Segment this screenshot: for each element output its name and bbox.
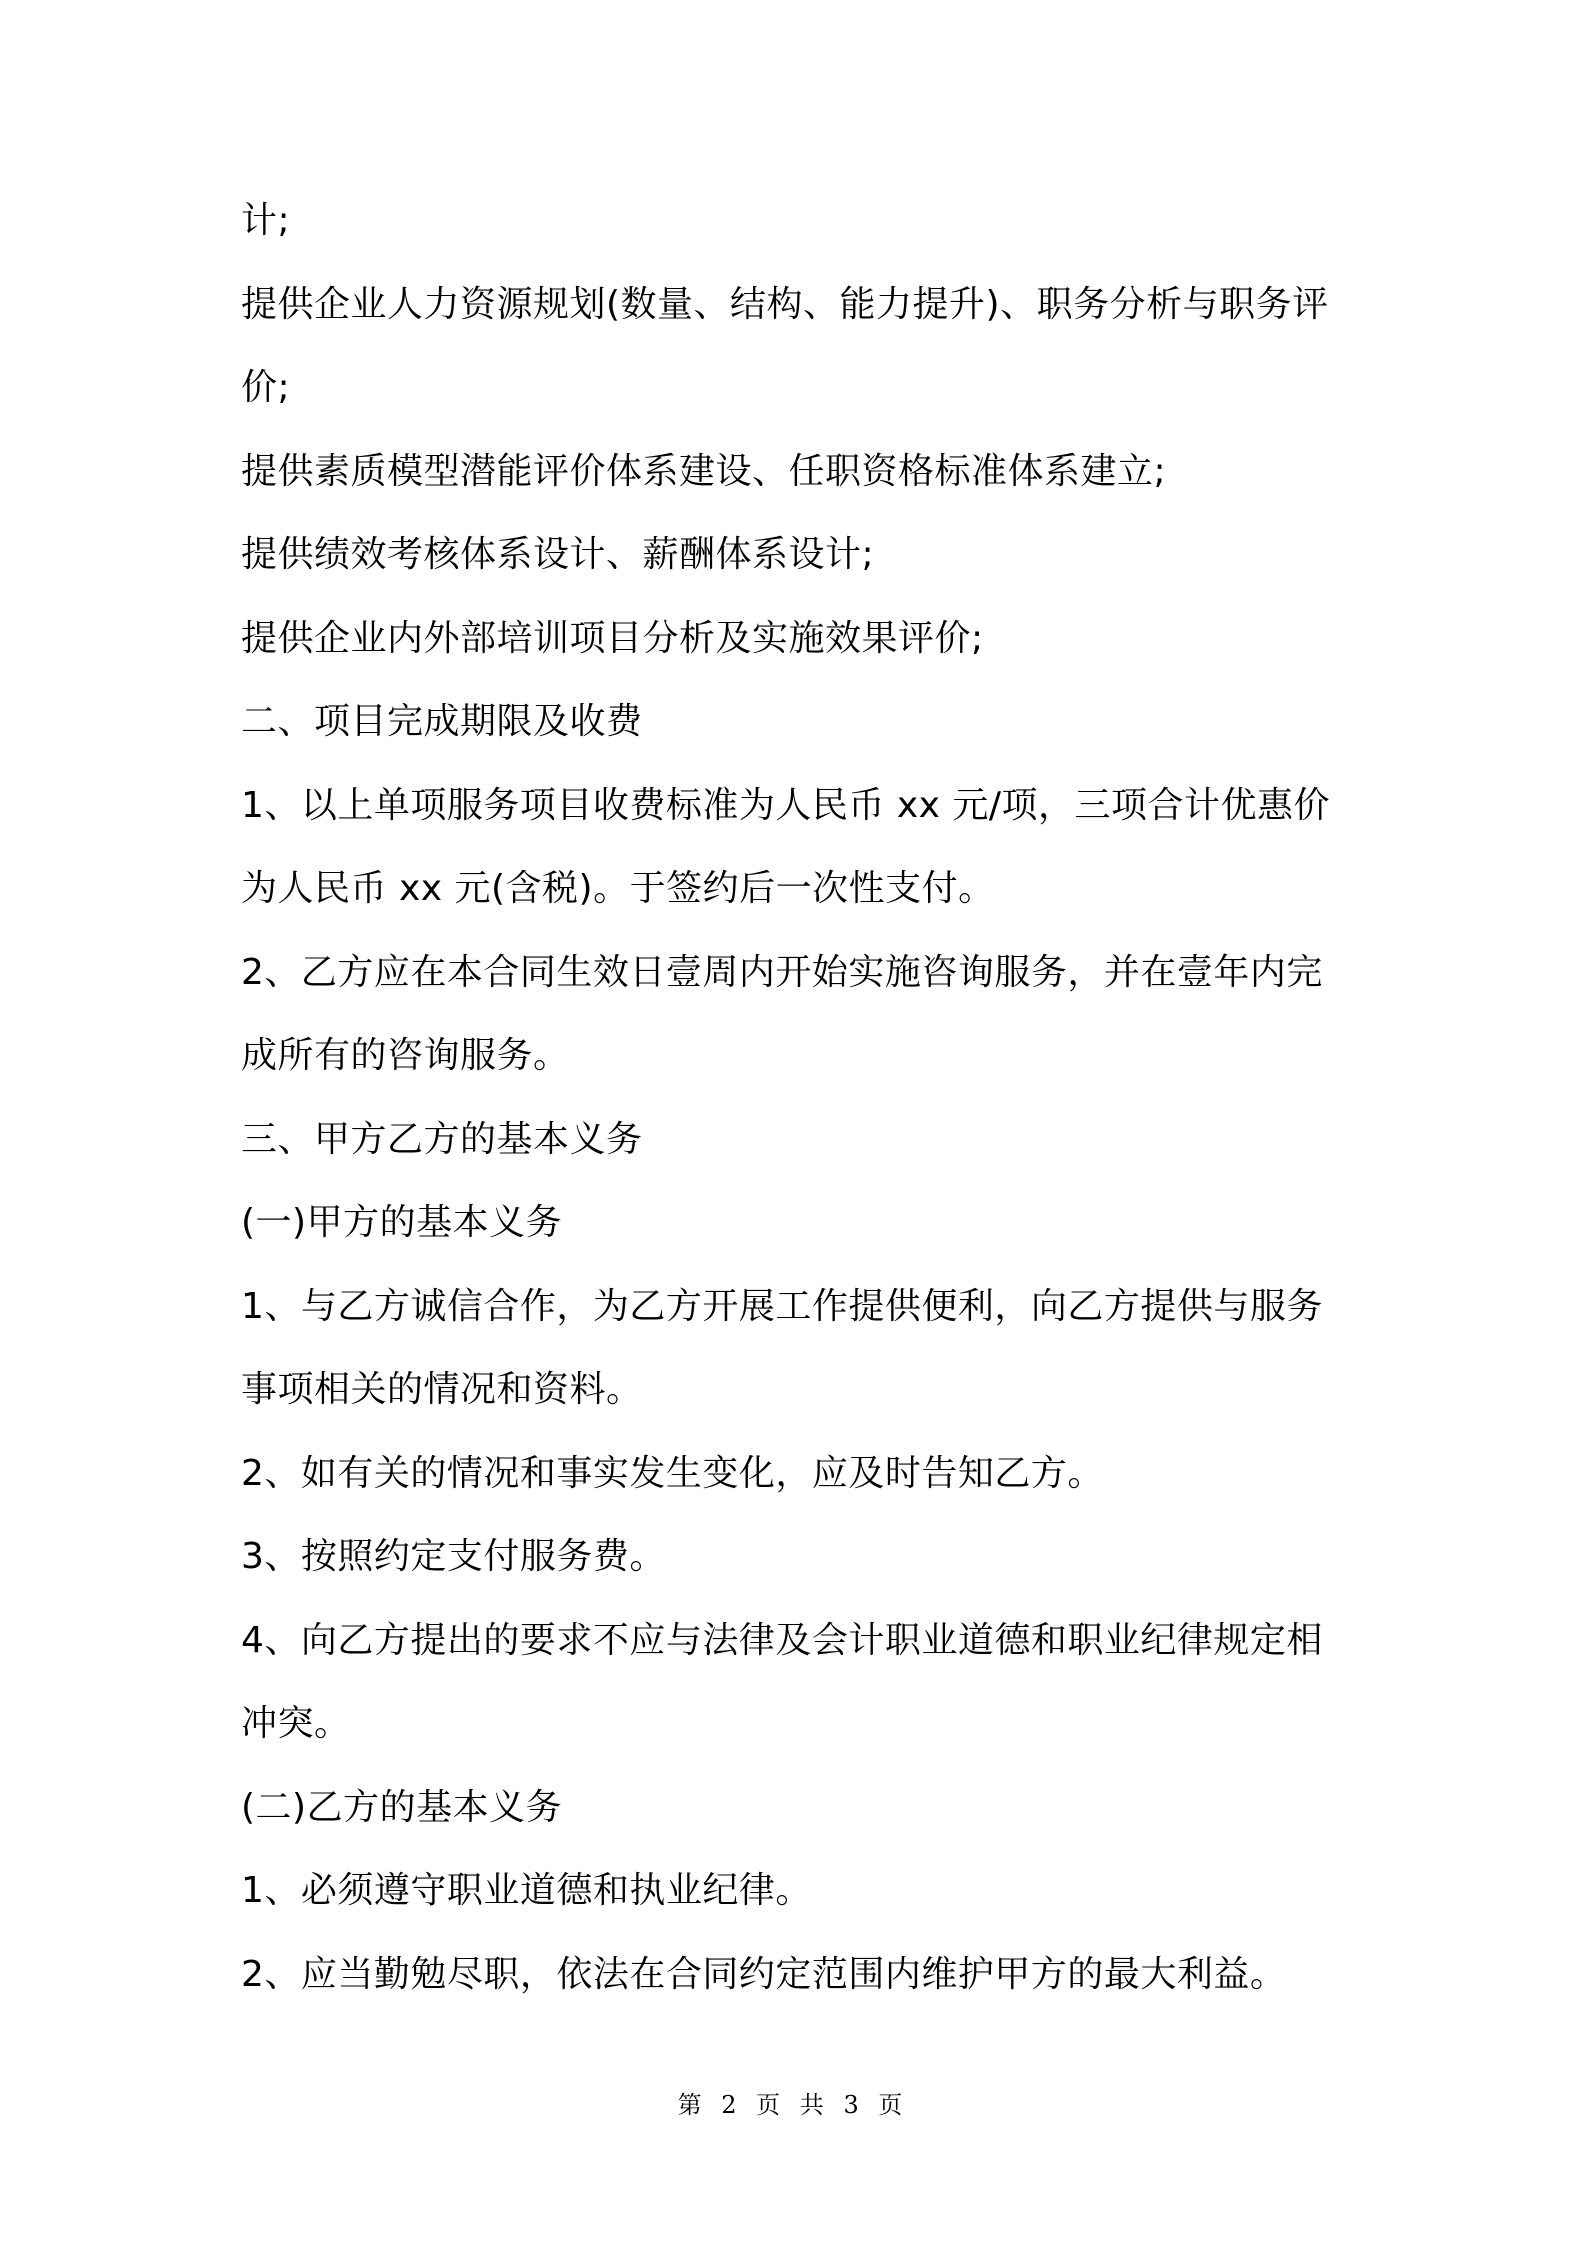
section-heading: 二、项目完成期限及收费 xyxy=(241,701,643,742)
subsection-heading: (二)乙方的基本义务 xyxy=(241,1786,563,1828)
text-line: 成所有的咨询服务。 xyxy=(241,1035,570,1076)
text-line: 2、如有关的情况和事实发生变化，应及时告知乙方。 xyxy=(241,1452,1104,1494)
text-line: 价; xyxy=(241,367,291,408)
text-line: 3、按照约定支付服务费。 xyxy=(241,1536,666,1577)
section-heading: 三、甲方乙方的基本义务 xyxy=(241,1118,643,1160)
text-line: 提供企业人力资源规划(数量、结构、能力提升)、职务分析与职务评 xyxy=(241,283,1329,325)
text-line: 为人民币 xx 元(含税)。于签约后一次性支付。 xyxy=(241,868,995,909)
text-line: 提供绩效考核体系设计、薪酬体系设计; xyxy=(241,534,875,575)
text-line: 计; xyxy=(241,200,291,241)
text-line: 1、与乙方诚信合作，为乙方开展工作提供便利，向乙方提供与服务 xyxy=(241,1285,1323,1327)
subsection-heading: (一)甲方的基本义务 xyxy=(241,1202,563,1243)
document-body xyxy=(241,200,1366,2037)
text-line: 2、应当勤勉尽职，依法在合同约定范围内维护甲方的最大利益。 xyxy=(241,1953,1287,1995)
text-line: 1、以上单项服务项目收费标准为人民币 xx 元/项，三项合计优惠价 xyxy=(241,784,1331,826)
text-line: 2、乙方应在本合同生效日壹周内开始实施咨询服务，并在壹年内完 xyxy=(241,951,1323,993)
text-line: 事项相关的情况和资料。 xyxy=(241,1369,643,1410)
text-line: 提供素质模型潜能评价体系建设、任职资格标准体系建立; xyxy=(241,450,1167,492)
text-line: 1、必须遵守职业道德和执业纪律。 xyxy=(241,1870,812,1911)
page-number-footer: 第 2 页 共 3 页 xyxy=(677,2091,909,2119)
text-line: 冲突。 xyxy=(241,1703,351,1744)
text-line: 4、向乙方提出的要求不应与法律及会计职业道德和职业纪律规定相 xyxy=(241,1619,1323,1661)
text-line: 提供企业内外部培训项目分析及实施效果评价; xyxy=(241,617,984,659)
